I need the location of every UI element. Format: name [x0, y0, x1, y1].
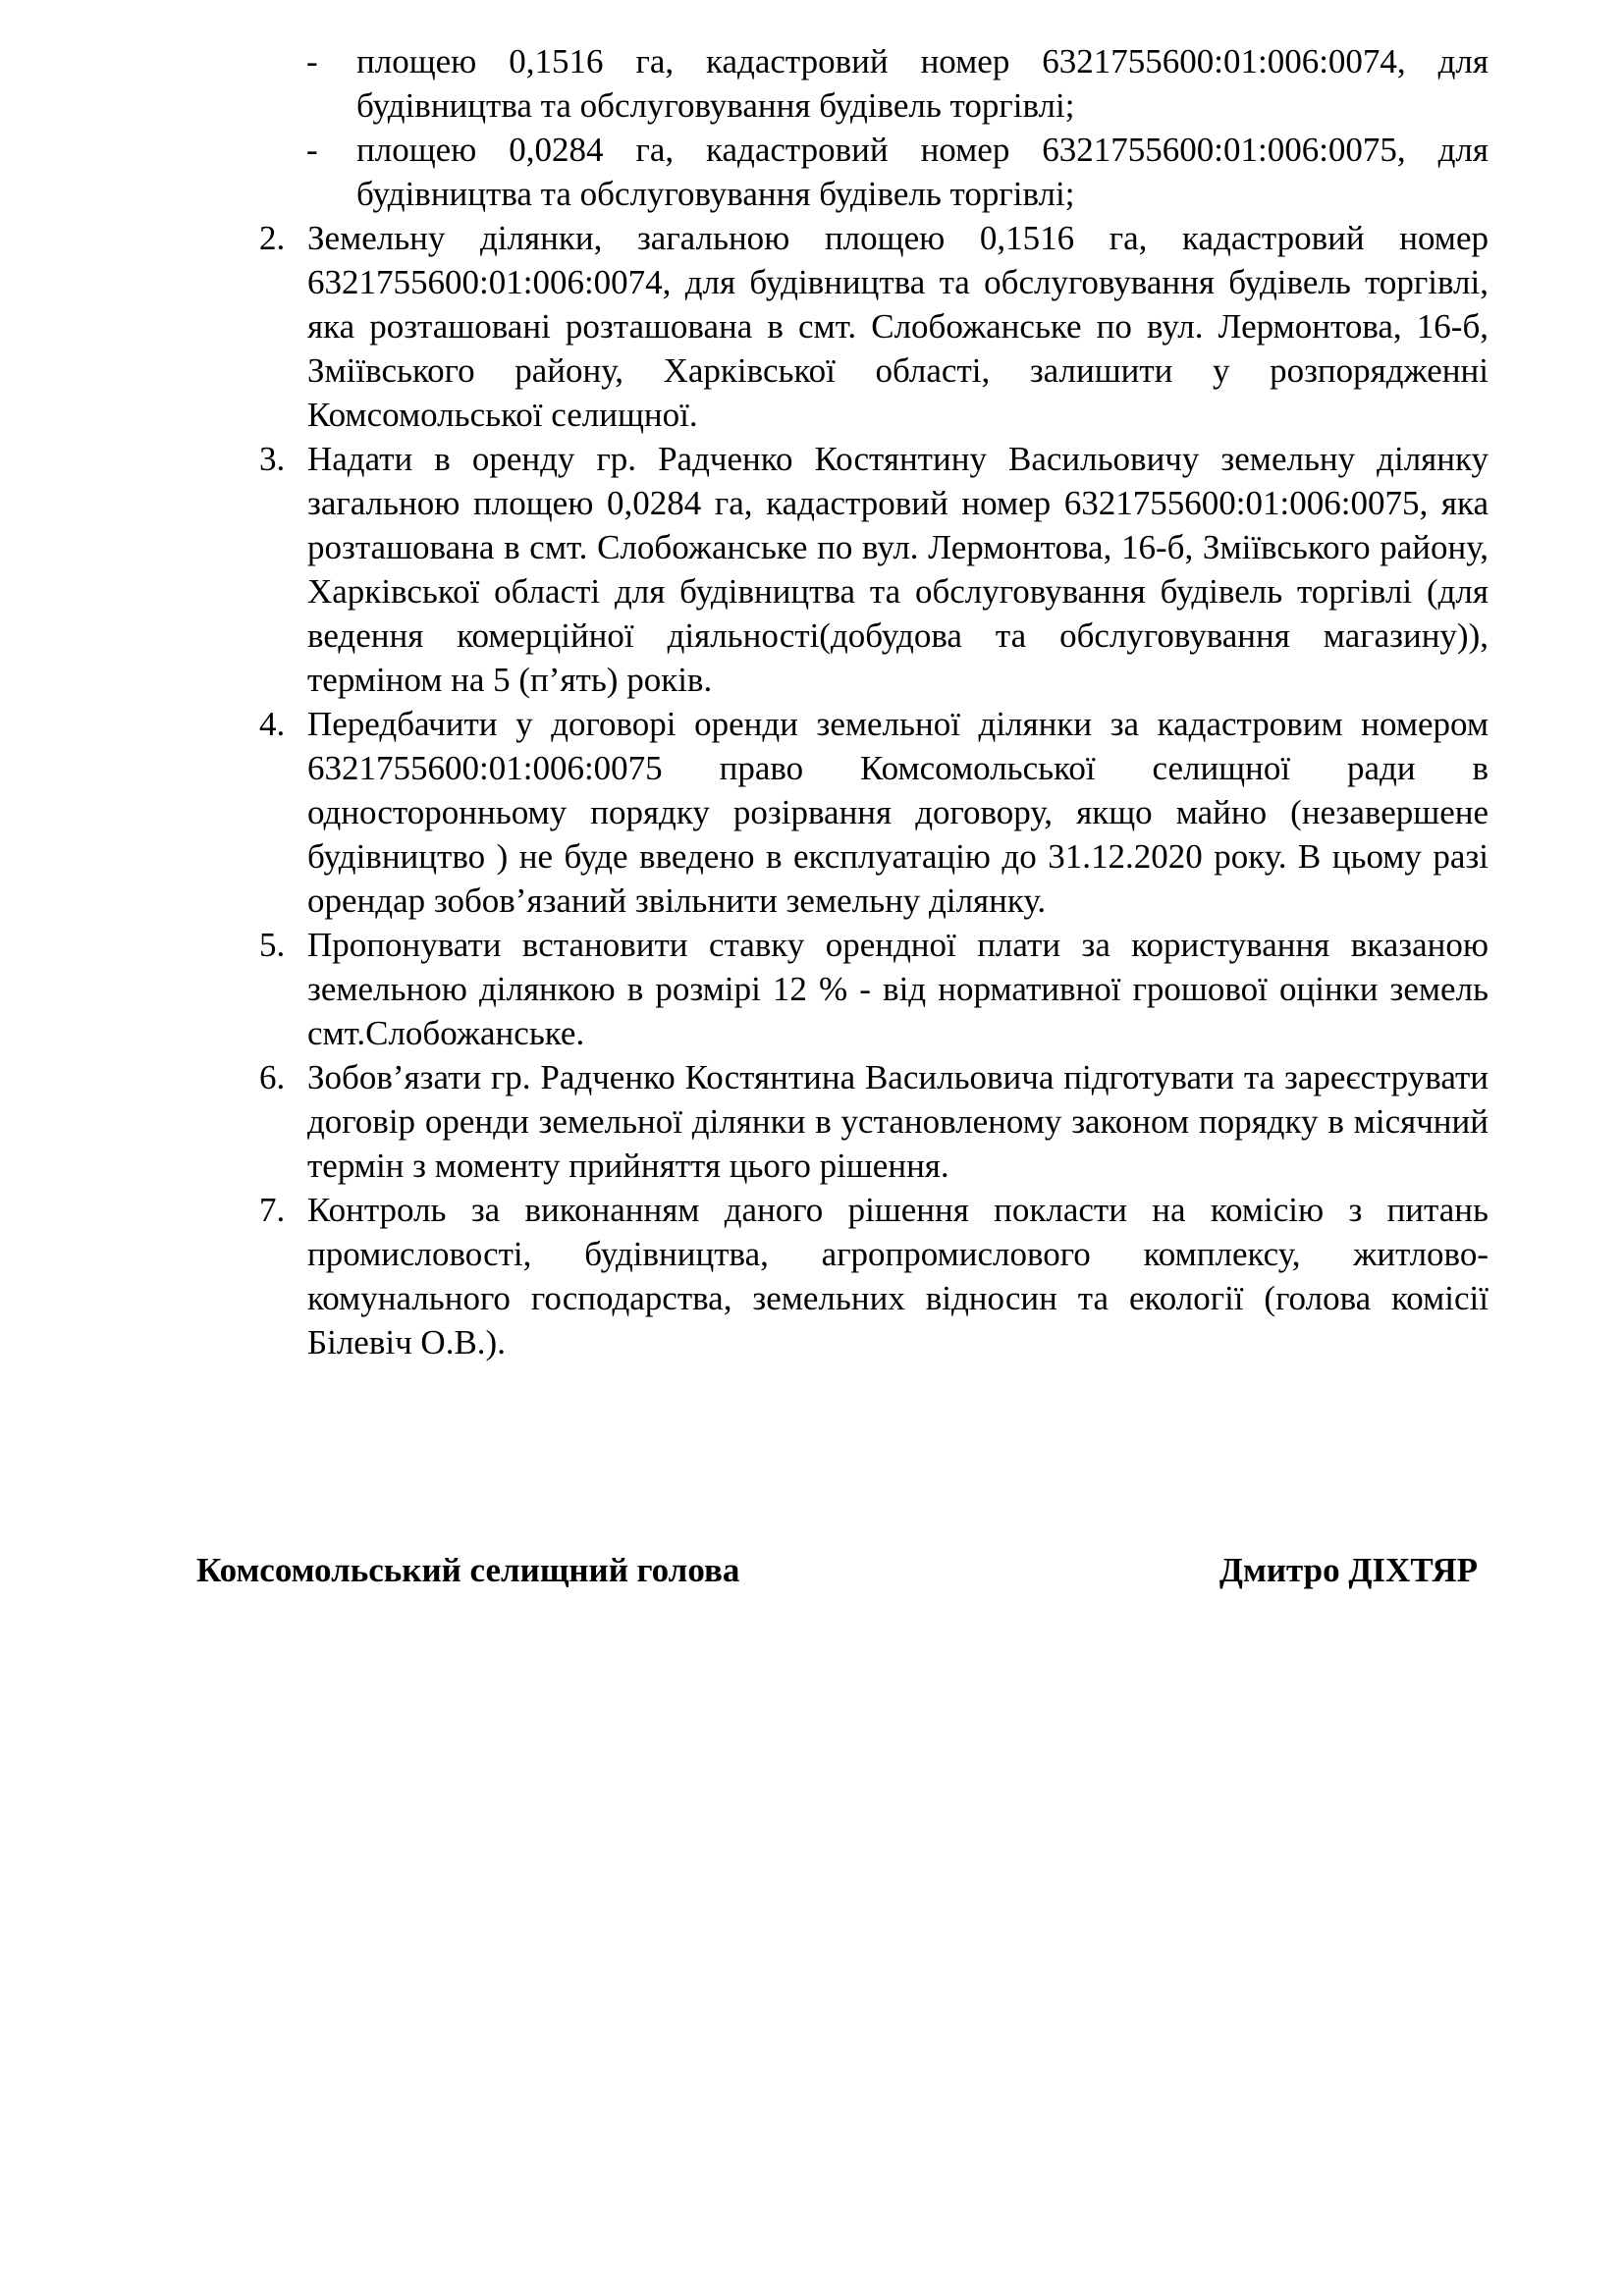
numbered-item-2 — [196, 216, 1489, 437]
item-text: Пропонувати встановити ставку орендної плати за користування вказаною земельною ділянкою в розмірі 12 % - від нормативної грошової оцінки земель смт.Слобожанське. — [307, 926, 1489, 1052]
item-text: Надати в оренду гр. Радченко Костянтину Васильовичу земельну ділянку загальною площею 0,0284 га, кадастровий номер 6321755600:01:006:0075, яка розташована в смт. Слобожанське по вул. Лермонтова, 16-б, Зміївського району, Харківської області для будівництва та обслуговування будівель торгівлі (для ведення комерційної діяльності(добудова та обслуговування магазину)), терміном на 5 (п’ять) років. — [307, 440, 1489, 699]
numbered-item-3 — [196, 437, 1489, 702]
numbered-list — [196, 216, 1489, 1364]
dash-item-text: площею 0,0284 га, кадастровий номер 6321755600:01:006:0075, для будівництва та обслуговування будівель торгівлі; — [356, 131, 1489, 213]
dash-list — [196, 39, 1489, 216]
item-number: 6. — [259, 1058, 286, 1096]
dash-marker: - — [306, 42, 318, 80]
item-number: 2. — [259, 219, 286, 257]
item-text: Контроль за виконанням даного рішення покласти на комісію з питань промисловості, будівництва, агропромислового комплексу, житлово-комунального господарства, земельних відносин та екології (голова комісії Білевіч О.В.). — [307, 1191, 1489, 1362]
numbered-item-6 — [196, 1055, 1489, 1188]
dash-item-text: площею 0,1516 га, кадастровий номер 6321755600:01:006:0074, для будівництва та обслуговування будівель торгівлі; — [356, 42, 1489, 125]
dash-list-item — [196, 39, 1489, 128]
item-text: Зобов’язати гр. Радченко Костянтина Васильовича підготувати та зареєструвати договір оренди земельної ділянки в установленому законом порядку в місячний термін з моменту прийняття цього рішення. — [307, 1058, 1489, 1185]
dash-marker: - — [306, 131, 318, 169]
signatory-name: Дмитро ДІХТЯР — [1218, 1551, 1478, 1589]
dash-list-item — [196, 128, 1489, 216]
item-number: 4. — [259, 705, 286, 743]
item-number: 7. — [259, 1191, 286, 1229]
item-text: Земельну ділянки, загальною площею 0,1516 га, кадастровий номер 6321755600:01:006:0074, для будівництва та обслуговування будівель торгівлі, яка розташовані розташована в смт. Слобожанське по вул. Лермонтова, 16-б, Зміївського району, Харківської області, залишити у розпорядженні Комсомольської селищної. — [307, 219, 1489, 434]
numbered-item-7 — [196, 1188, 1489, 1364]
signatory-title: Комсомольський селищний голова — [196, 1551, 740, 1589]
numbered-item-4 — [196, 702, 1489, 923]
item-number: 3. — [259, 440, 286, 478]
document-body — [196, 39, 1489, 1364]
item-number: 5. — [259, 926, 286, 964]
numbered-item-5 — [196, 923, 1489, 1055]
item-text: Передбачити у договорі оренди земельної ділянки за кадастровим номером 6321755600:01:006:0075 право Комсомольської селищної ради в односторонньому порядку розірвання договору, якщо майно (незавершене будівництво ) не буде введено в експлуатацію до 31.12.2020 року. В цьому разі орендар зобов’язаний звільнити земельну ділянку. — [307, 705, 1489, 920]
